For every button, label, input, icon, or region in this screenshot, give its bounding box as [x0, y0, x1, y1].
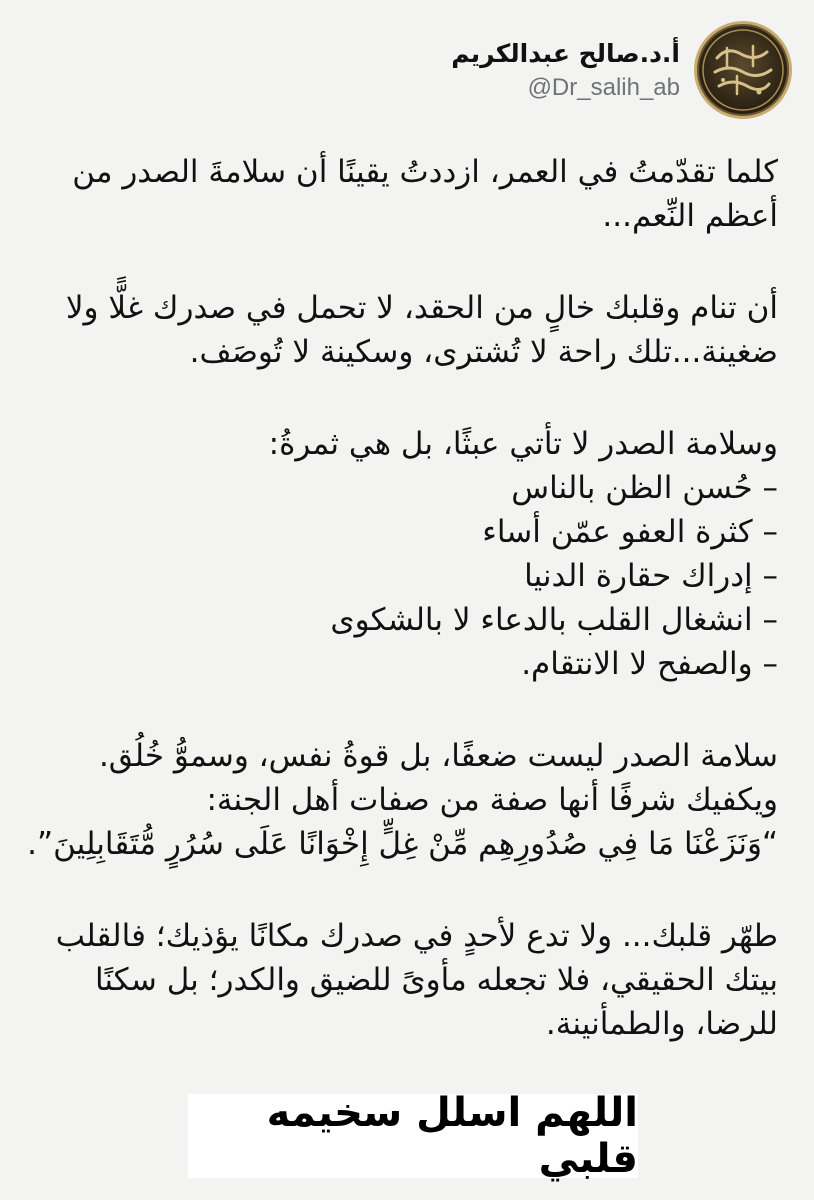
caption-banner	[188, 1090, 638, 1182]
text-line: كلما تقدّمتُ في العمر، ازددتُ يقينًا أن سلامةَ الصدر من	[72, 154, 778, 190]
post-paragraph	[40, 150, 778, 238]
post-paragraph	[40, 914, 778, 1046]
post-body	[27, 150, 778, 1094]
caption-text: اللهم اسلل سخيمه قلبي	[266, 1090, 638, 1182]
author-handle[interactable]: @Dr_salih_ab	[527, 73, 680, 101]
text-line: بيتك الحقيقي، فلا تجعله مأوىً للضيق والكدر؛ بل سكنًا	[94, 962, 778, 998]
text-line: ضغينة...تلك راحة لا تُشترى، وسكينة لا تُوصَف.	[189, 334, 778, 370]
author-avatar[interactable]	[694, 21, 792, 119]
post-header	[451, 20, 792, 120]
text-line: أن تنام وقلبك خالٍ من الحقد، لا تحمل في صدرك غلًّا ولا	[65, 290, 778, 326]
list-item: – كثرة العفو عمّن أساء	[482, 514, 778, 550]
list-intro: وسلامة الصدر لا تأتي عبثًا، بل هي ثمرةُ:	[268, 426, 778, 462]
author-display-name[interactable]: أ.د.صالح عبدالكريم	[451, 38, 680, 68]
list-item: – إدراك حقارة الدنيا	[524, 558, 778, 594]
virtues-list	[40, 466, 778, 686]
author-names	[451, 39, 680, 102]
post-paragraph	[27, 734, 778, 866]
list-item: – والصفح لا الانتقام.	[521, 646, 778, 682]
quran-verse-line: “وَنَزَعْنَا مَا فِي صُدُورِهِم مِّنْ غِلٍّ إِخْوَانًا عَلَى سُرُرٍ مُّتَقَابِلِينَ”.	[27, 826, 778, 862]
text-line: للرضا، والطمأنينة.	[545, 1006, 778, 1042]
list-item: – حُسن الظن بالناس	[511, 470, 778, 506]
text-line: أعظم النِّعم...	[602, 198, 778, 234]
post-paragraph	[40, 286, 778, 374]
list-item: – انشغال القلب بالدعاء لا بالشكوى	[330, 602, 778, 638]
calligraphy-seal-icon	[697, 24, 789, 116]
post-paragraph-list	[40, 422, 778, 686]
text-line: سلامة الصدر ليست ضعفًا، بل قوةُ نفس، وسموُّ خُلُق.	[98, 738, 778, 774]
text-line: طهّر قلبك... ولا تدع لأحدٍ في صدرك مكانًا يؤذيك؛ فالقلب	[55, 918, 778, 954]
text-line: ويكفيك شرفًا أنها صفة من صفات أهل الجنة:	[206, 782, 778, 818]
